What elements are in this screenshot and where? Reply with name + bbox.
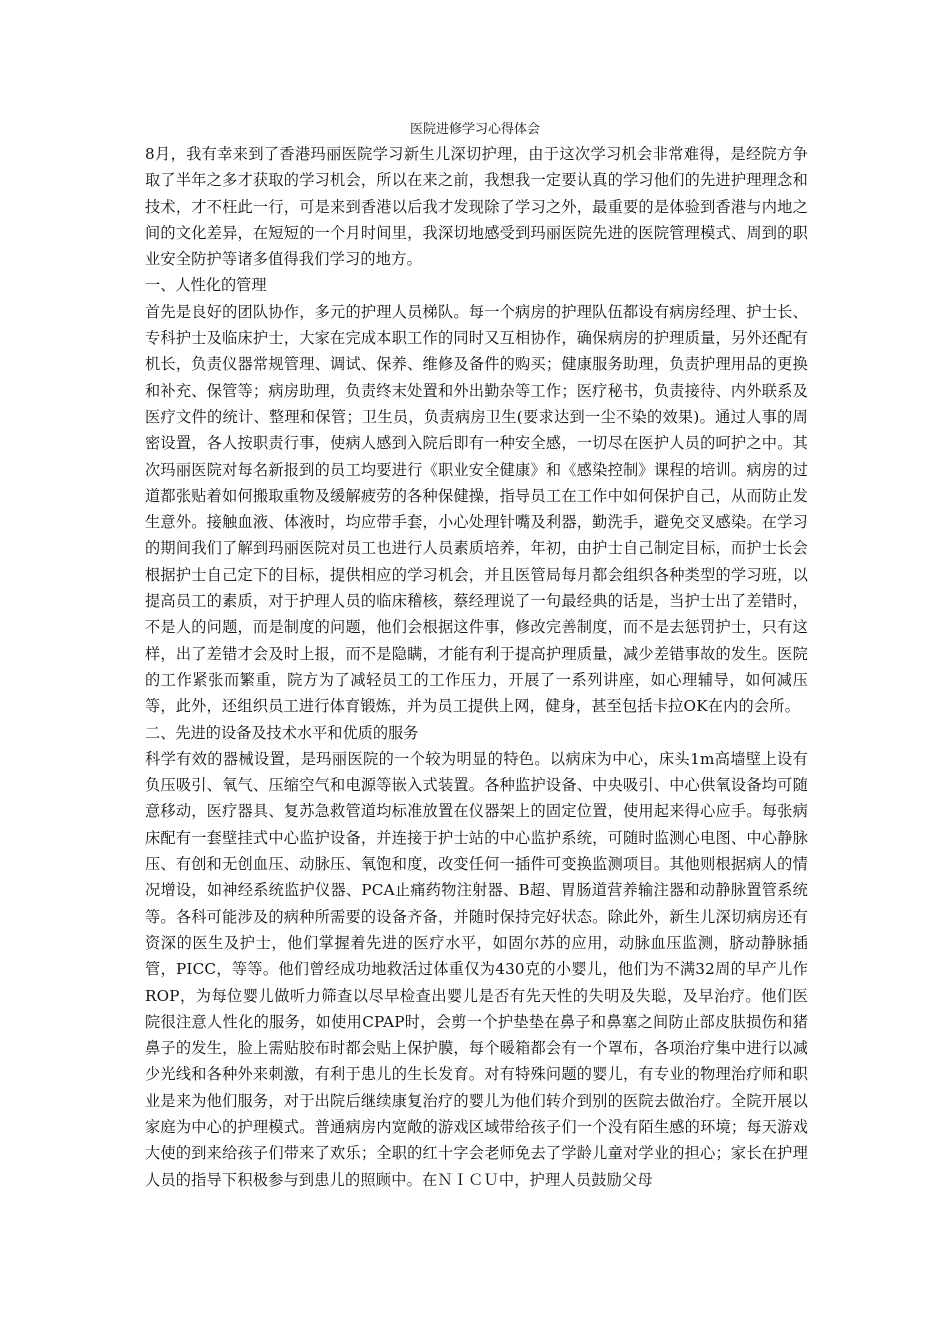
section-2-paragraph: 科学有效的器械设置，是玛丽医院的一个较为明显的特色。以病床为中心，床头1m高墙壁上设有负压吸引、氧气、压缩空气和电源等嵌入式装置。各种监护设备、中央吸引、中心供氧设备均可随意移动，医疗器具、复苏急救管道均标准放置在仪器架上的固定位置，使用起来得心应手。每张病床配有一套壁挂式中心监护设备，并连接于护士站的中心监护系统，可随时监测心电图、中心静脉压、有创和无创血压、动脉压、氧饱和度，改变任何一插件可变换监测项目。其他则根据病人的情况增设，如神经系统监护仪器、PCA止痛药物注射器、B超、胃肠道营养输注器和动静脉置管系统等。各科可能涉及的病种所需要的设备齐备，并随时保持完好状态。除此外，新生儿深切病房还有资深的医生及护士，他们掌握着先进的医疗水平，如固尔苏的应用，动脉血压监测，脐动静脉插管，PICC，等等。他们曾经成功地救活过体重仅为430克的小婴儿，他们为不满32周的早产儿作ROP，为每位婴儿做听力筛查以尽早检查出婴儿是否有先天性的失明及失聪，及早治疗。他们医院很注意人性化的服务，如使用CPAP时，会剪一个护垫垫在鼻子和鼻塞之间防止部皮肤损伤和猪鼻子的发生，脸上需贴胶布时都会贴上保护膜，每个暖箱都会有一个罩布，各项治疗集中进行以减少光线和各种外来刺激，有利于患儿的生长发育。对有特殊问题的婴儿，有专业的物理治疗师和职业是来为他们服务，对于出院后继续康复治疗的婴儿为他们转介到别的医院去做治疗。全院开展以家庭为中心的护理模式。普通病房内宽敞的游戏区域带给孩子们一个没有陌生感的环境；每天游戏大使的到来给孩子们带来了欢乐；全职的红十字会老师免去了学龄儿童对学业的担心；家长在护理人员的指导下积极参与到患儿的照顾中。在ＮＩＣＵ中，护理人员鼓励父母 [145,749,808,1189]
intro-paragraph: 8月，我有幸来到了香港玛丽医院学习新生儿深切护理，由于这次学习机会非常难得，是经院方争取了半年之多才获取的学习机会，所以在来之前，我想我一定要认真的学习他们的先进护理理念和技术，才不枉此一行，可是来到香港以后我才发现除了学习之外，最重要的是体验到香港与内地之间的文化差异，在短短的一个月时间里，我深切地感受到玛丽医院先进的医院管理模式、周到的职业安全防护等诸多值得我们学习的地方。 [145,145,808,269]
document-title: 医院进修学习心得体会 [409,122,540,137]
section-heading-1: 一、人性化的管理 [145,276,267,295]
section-1-paragraph: 首先是良好的团队协作，多元的护理人员梯队。每一个病房的护理队伍都设有病房经理、护士长、专科护士及临床护士，大家在完成本职工作的同时又互相协作，确保病房的护理质量，另外还配有机长，负责仪器常规管理、调试、保养、维修及备件的购买；健康服务助理，负责护理用品的更换和补充、保管等；病房助理，负责终末处置和外出勤杂等工作；医疗秘书，负责接待、内外联系及医疗文件的统计、整理和保管；卫生员，负责病房卫生(要求达到一尘不染的效果)。通过人事的周密设置，各人按职责行事，使病人感到入院后即有一种安全感，一切尽在医护人员的呵护之中。其次玛丽医院对每名新报到的员工均要进行《职业安全健康》和《感染控制》课程的培训。病房的过道都张贴着如何搬取重物及缓解疲劳的各种保健操，指导员工在工作中如何保护自己，从而防止发生意外。接触血液、体液时，均应带手套，小心处理针嘴及利器，勤洗手，避免交叉感染。在学习的期间我们了解到玛丽医院对员工也进行人员素质培养，年初，由护士自己制定目标，而护士长会根据护士自己定下的目标，提供相应的学习机会，并且医管局每月都会组织各种类型的学习班，以提高员工的素质，对于护理人员的临床稽核，蔡经理说了一句最经典的话是，当护士出了差错时，不是人的问题，而是制度的问题，他们会根据这件事，修改完善制度，而不是去惩罚护士，只有这样，出了差错才会及时上报，而不是隐瞒，才能有利于提高护理质量，减少差错事故的发生。医院的工作紧张而繁重，院方为了减轻员工的工作压力，开展了一系列讲座，如心理辅导，如何减压等，此外，还组织员工进行体育锻炼，并为员工提供上网，健身，甚至包括卡拉OK在内的会所。 [145,302,808,716]
section-heading-2: 二、先进的设备及技术水平和优质的服务 [145,723,419,742]
document-body [145,141,808,1193]
